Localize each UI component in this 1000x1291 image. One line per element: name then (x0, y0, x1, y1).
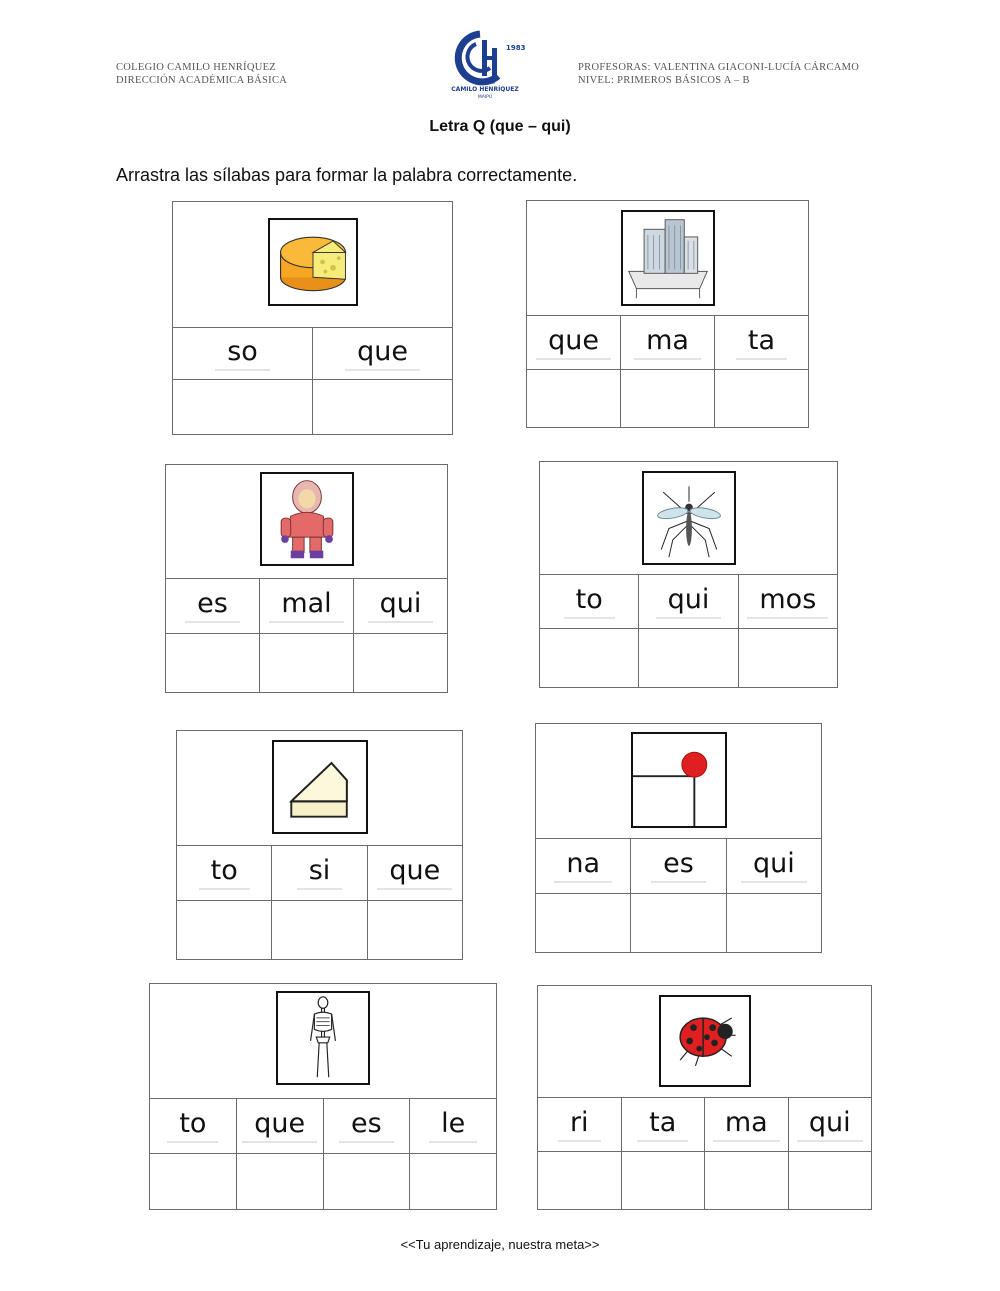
teachers-names: PROFESORAS: VALENTINA GIACONI-LUCÍA CÁRCAMO (578, 62, 860, 73)
syllable-tile[interactable]: que (242, 1108, 317, 1143)
card-image-area (527, 201, 808, 316)
syllable-slot (324, 1098, 411, 1153)
syllable-row (527, 315, 808, 369)
drop-zone[interactable] (622, 1152, 706, 1210)
answer-row (177, 900, 462, 960)
teachers-header (578, 61, 859, 87)
school-department: DIRECCIÓN ACADÉMICA BÁSICA (116, 75, 288, 86)
answer-row (166, 633, 447, 693)
drop-zone[interactable] (150, 1154, 237, 1210)
syllable-row (177, 845, 462, 900)
card-image-area (540, 462, 837, 575)
card-image-area (173, 202, 452, 328)
syllable-slot (739, 574, 837, 628)
syllable-tile[interactable]: si (297, 855, 343, 890)
syllable-slot (727, 838, 821, 893)
syllable-row (536, 838, 821, 893)
syllable-slot (410, 1098, 496, 1153)
school-logo (440, 26, 530, 100)
drop-zone[interactable] (789, 1152, 872, 1210)
syllable-tile[interactable]: es (185, 588, 240, 623)
drop-zone[interactable] (324, 1154, 411, 1210)
syllable-slot (173, 327, 313, 379)
answer-row (538, 1151, 871, 1210)
cheese-wheel-icon (268, 218, 358, 306)
syllable-tile[interactable]: to (167, 1108, 218, 1143)
syllable-row (166, 578, 447, 633)
mosquito-icon (642, 471, 736, 565)
drop-zone[interactable] (527, 370, 621, 428)
drop-zone[interactable] (631, 894, 726, 953)
syllable-tile[interactable]: que (345, 336, 420, 371)
drop-zone[interactable] (739, 629, 837, 688)
syllable-tile[interactable]: que (536, 325, 611, 360)
syllable-slot (789, 1097, 872, 1151)
syllable-slot (166, 578, 260, 633)
answer-row (540, 628, 837, 688)
syllable-tile[interactable]: mos (747, 584, 828, 619)
building-icon (621, 210, 715, 306)
logo-year: 1983 (506, 44, 526, 52)
drop-zone[interactable] (237, 1154, 324, 1210)
cheese-slice-icon (272, 740, 368, 834)
syllable-tile[interactable]: so (215, 336, 270, 371)
answer-row (527, 369, 808, 428)
syllable-tile[interactable]: le (429, 1108, 477, 1143)
page-title: Letra Q (que – qui) (429, 118, 571, 135)
syllable-tile[interactable]: que (377, 855, 452, 890)
drop-zone[interactable] (166, 634, 260, 693)
word-card-7 (149, 983, 497, 1210)
card-image-area (166, 465, 447, 579)
eskimo-icon (260, 472, 354, 566)
syllable-tile[interactable]: ta (637, 1107, 688, 1142)
syllable-slot (631, 838, 726, 893)
card-image-area (538, 986, 871, 1098)
school-header (116, 61, 287, 87)
drop-zone[interactable] (354, 634, 447, 693)
syllable-slot (237, 1098, 324, 1153)
syllable-tile[interactable]: qui (797, 1107, 863, 1142)
syllable-slot (622, 1097, 706, 1151)
drop-zone[interactable] (313, 380, 452, 435)
drop-zone[interactable] (260, 634, 354, 693)
ladybug-icon (659, 995, 751, 1087)
syllable-slot (313, 327, 452, 379)
syllable-slot (260, 578, 354, 633)
syllable-row (150, 1098, 496, 1153)
syllable-tile[interactable]: ma (634, 325, 701, 360)
drop-zone[interactable] (540, 629, 639, 688)
card-image-area (536, 724, 821, 839)
skeleton-icon (276, 991, 370, 1085)
drop-zone[interactable] (639, 629, 738, 688)
drop-zone[interactable] (715, 370, 808, 428)
syllable-row (540, 574, 837, 628)
syllable-slot (621, 315, 715, 369)
grade-level: NIVEL: PRIMEROS BÁSICOS A – B (578, 75, 750, 86)
syllable-tile[interactable]: qui (741, 848, 807, 883)
word-card-8 (537, 985, 872, 1210)
syllable-slot (177, 845, 272, 900)
word-card-2 (526, 200, 809, 428)
word-card-4 (539, 461, 838, 688)
syllable-tile[interactable]: na (554, 848, 612, 883)
syllable-tile[interactable]: ta (736, 325, 787, 360)
syllable-tile[interactable]: qui (368, 588, 434, 623)
syllable-tile[interactable]: qui (656, 584, 722, 619)
syllable-slot (536, 838, 631, 893)
syllable-slot (150, 1098, 237, 1153)
syllable-tile[interactable]: es (339, 1108, 394, 1143)
drop-zone[interactable] (410, 1154, 496, 1210)
answer-row (150, 1153, 496, 1210)
card-image-area (177, 731, 462, 846)
card-image-area (150, 984, 496, 1099)
drop-zone[interactable] (727, 894, 821, 953)
corner-dot-icon (631, 732, 727, 828)
drop-zone[interactable] (536, 894, 631, 953)
footer-motto: <<Tu aprendizaje, nuestra meta>> (400, 1237, 600, 1252)
drop-zone[interactable] (368, 901, 462, 960)
syllable-tile[interactable]: es (651, 848, 706, 883)
syllable-slot (639, 574, 738, 628)
drop-zone[interactable] (272, 901, 367, 960)
answer-row (173, 379, 452, 435)
syllable-slot (368, 845, 462, 900)
syllable-tile[interactable]: ma (713, 1107, 780, 1142)
word-card-5 (176, 730, 463, 960)
syllable-tile[interactable]: to (564, 584, 615, 619)
syllable-slot (540, 574, 639, 628)
logo-line2: CAMILO HENRÍQUEZ (451, 86, 519, 93)
drop-zone[interactable] (705, 1152, 789, 1210)
drop-zone[interactable] (177, 901, 272, 960)
word-card-6 (535, 723, 822, 953)
logo-line1: COLEGIO (474, 81, 496, 86)
syllable-slot (715, 315, 808, 369)
school-name: COLEGIO CAMILO HENRÍQUEZ (116, 62, 277, 73)
syllable-slot (354, 578, 447, 633)
syllable-row (173, 327, 452, 379)
drop-zone[interactable] (621, 370, 715, 428)
syllable-tile[interactable]: mal (269, 588, 343, 623)
syllable-slot (705, 1097, 789, 1151)
syllable-slot (272, 845, 367, 900)
word-card-3 (165, 464, 448, 693)
instruction-text: Arrastra las sílabas para formar la palabra correctamente. (116, 165, 578, 185)
answer-row (536, 893, 821, 953)
syllable-slot (527, 315, 621, 369)
word-card-1 (172, 201, 453, 435)
syllable-tile[interactable]: ri (558, 1107, 601, 1142)
logo-line3: MAIPÚ (477, 95, 493, 100)
syllable-tile[interactable]: to (199, 855, 250, 890)
drop-zone[interactable] (538, 1152, 622, 1210)
drop-zone[interactable] (173, 380, 313, 435)
syllable-row (538, 1097, 871, 1151)
syllable-slot (538, 1097, 622, 1151)
